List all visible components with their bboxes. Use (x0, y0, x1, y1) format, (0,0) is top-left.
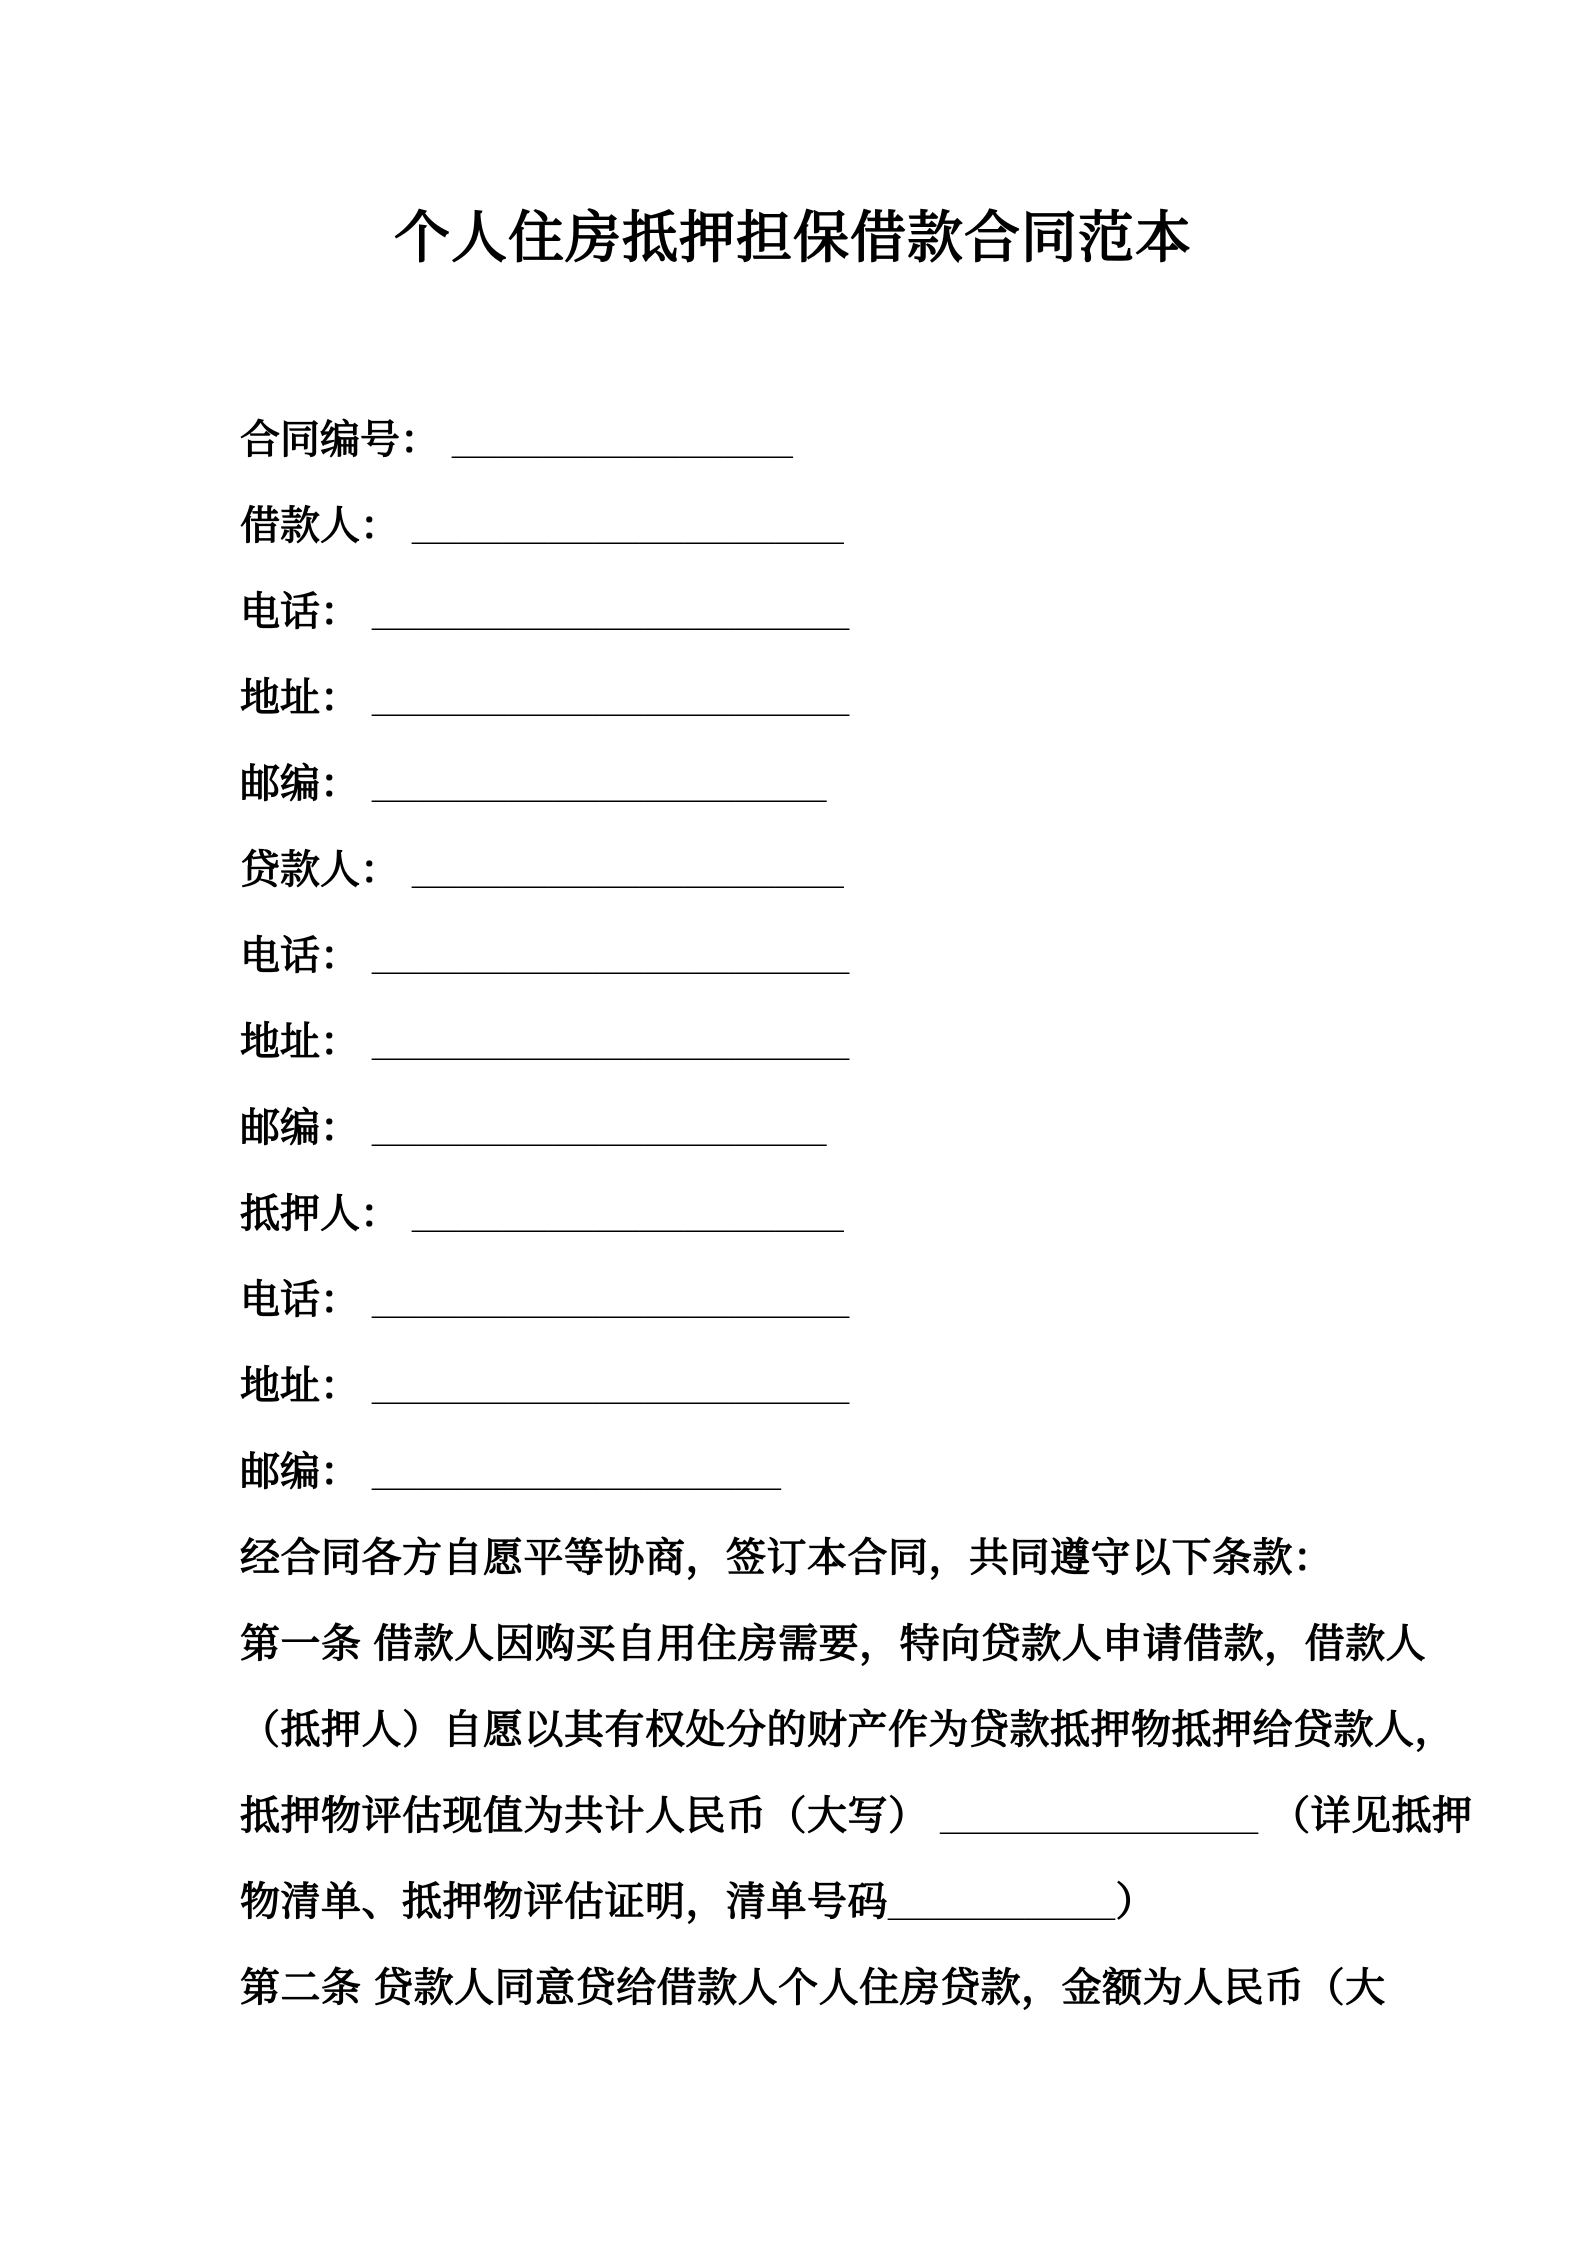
blank-line: _____________________ (372, 934, 850, 978)
field-row-postcode (240, 741, 1436, 827)
field-row-address (240, 999, 1436, 1085)
field-row-address (240, 1343, 1436, 1429)
field-row-address (240, 655, 1436, 741)
blank-line: _____________________ (372, 1278, 850, 1322)
blank-line: ____________________ (372, 1106, 827, 1150)
field-row-postcode (240, 1429, 1436, 1515)
field-label: 地址： (240, 1364, 360, 1408)
field-row-phone (240, 1257, 1436, 1343)
field-row-lender (240, 827, 1436, 913)
blank-line: ___________________ (412, 848, 845, 892)
field-label: 地址： (240, 1020, 360, 1064)
blank-line: _____________________ (372, 590, 850, 634)
field-label: 贷款人： (240, 848, 400, 892)
blank-line: ____________________ (372, 762, 827, 806)
clause-2-line: 第二条 贷款人同意贷给借款人个人住房贷款，金额为人民币（大 (240, 1966, 1386, 2010)
field-row-phone (240, 913, 1436, 999)
clause-1-line: 抵押物评估现值为共计人民币（大写） ______________ （详见抵押 (240, 1794, 1473, 1838)
field-label: 合同编号： (240, 418, 440, 462)
preamble-line: 经合同各方自愿平等协商，签订本合同，共同遵守以下条款： (240, 1536, 1334, 1580)
blank-line: ___________________ (412, 504, 845, 548)
contract-fields-section (240, 397, 1436, 1515)
field-label: 电话： (240, 590, 360, 634)
field-label: 电话： (240, 1278, 360, 1322)
field-label: 地址： (240, 676, 360, 720)
field-label: 邮编： (240, 1450, 360, 1494)
document-body (240, 397, 1473, 2031)
blank-line: ___________________ (412, 1192, 845, 1236)
blank-line: _____________________ (372, 1020, 850, 1064)
blank-line: _____________________ (372, 676, 850, 720)
blank-line: _____________________ (372, 1364, 850, 1408)
clause-1-line: 物清单、抵押物评估证明，清单号码__________） (240, 1880, 1156, 1924)
field-row-borrower (240, 483, 1436, 569)
field-label: 邮编： (240, 762, 360, 806)
field-row-phone (240, 569, 1436, 655)
field-row-postcode (240, 1085, 1436, 1171)
field-row-mortgagor (240, 1171, 1436, 1257)
field-label: 借款人： (240, 504, 400, 548)
field-label: 邮编： (240, 1106, 360, 1150)
field-label: 电话： (240, 934, 360, 978)
clause-1-line: （抵押人）自愿以其有权处分的财产作为贷款抵押物抵押给贷款人， (240, 1708, 1455, 1752)
field-row-contract-number (240, 397, 1436, 483)
blank-line: __________________ (372, 1450, 782, 1494)
clause-1-line: 第一条 借款人因购买自用住房需要，特向贷款人申请借款，借款人 (240, 1622, 1427, 1666)
document-title: 个人住房抵押担保借款合同范本 (394, 206, 1192, 269)
blank-line: _______________ (452, 418, 794, 462)
field-label: 抵押人： (240, 1192, 400, 1236)
contract-clauses-section (240, 1515, 1473, 2031)
